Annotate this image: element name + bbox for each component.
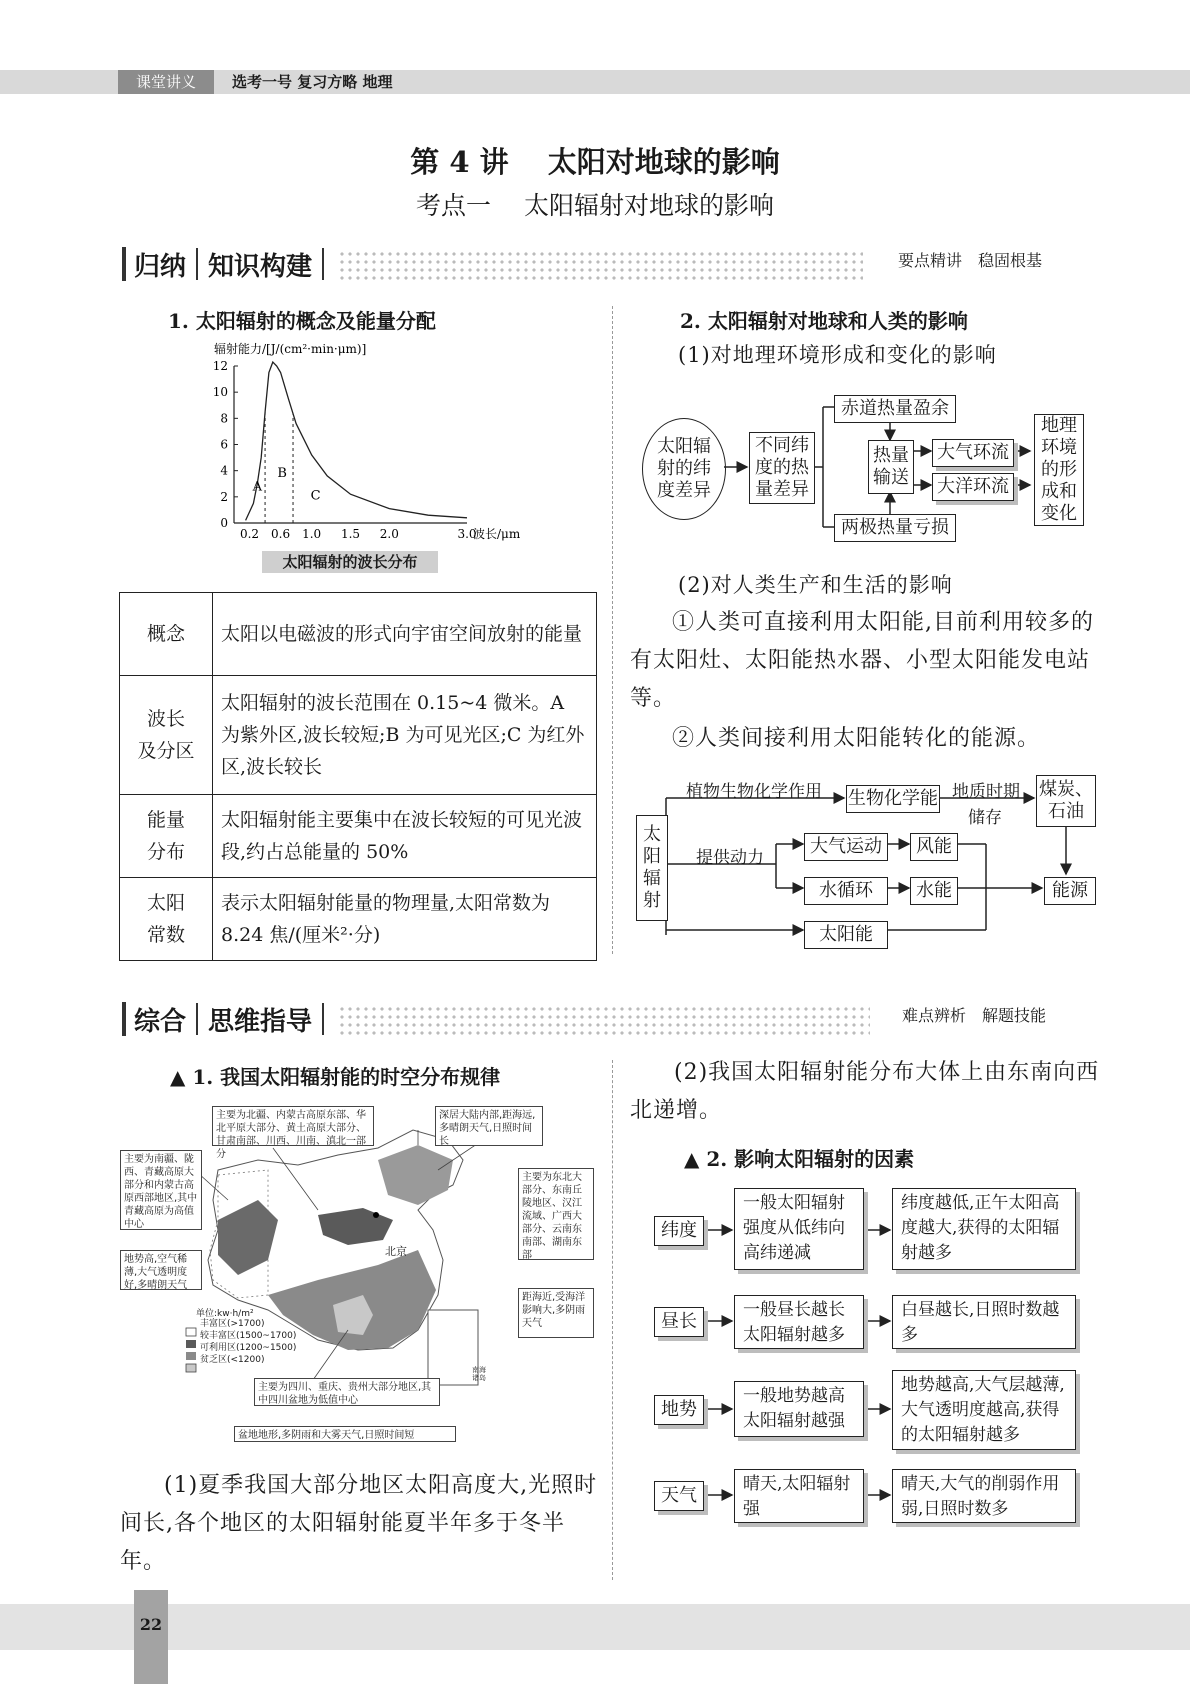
flow2-wind-energy: 风能 <box>910 833 958 861</box>
inset-label: 南海诸岛 <box>472 1366 486 1382</box>
table-key: 能量 分布 <box>120 795 213 878</box>
wavelength-chart <box>190 338 550 548</box>
flow2-coal-oil: 煤炭、 石油 <box>1036 775 1096 827</box>
page-subtitle: 考点一 太阳辐射对地球的影响 <box>416 191 774 220</box>
x-tick-label: 3.0 <box>457 527 477 541</box>
chart-caption: 太阳辐射的波长分布 <box>262 551 438 573</box>
map-note-rich-areas: 主要为北疆、内蒙古高原东部、华北平原大部分、黄土高原大部分、甘肃南部、川西、川南、滇北一部分 <box>212 1106 374 1146</box>
y-tick-label: 0 <box>220 516 228 530</box>
legend-item: 贫乏区(<1200) <box>200 1355 265 1365</box>
flow1-equator-surplus: 赤道热量盈余 <box>834 395 956 423</box>
factor-rule: 一般昼长越长太阳辐射越多 <box>734 1295 864 1349</box>
flow2-label-storage: 储存 <box>968 808 1002 828</box>
map-note-usable-areas: 主要为东北大部分、东南丘陵地区、汉江流域、广西大部分、云南东南部、湖南东部 <box>518 1168 594 1260</box>
part1-heading: 1. 太阳辐射的概念及能量分配 <box>168 309 436 333</box>
region-label: C <box>310 488 321 504</box>
region-label: B <box>277 466 287 482</box>
factor-weather: 天气 <box>654 1481 704 1511</box>
factor-rule: 一般地势越高太阳辐射越强 <box>734 1381 864 1437</box>
flow2-water-cycle: 水循环 <box>804 877 888 905</box>
section-divider <box>196 1003 198 1035</box>
legend-swatch <box>186 1364 196 1372</box>
flow1-pole-deficit: 两极热量亏损 <box>834 514 956 542</box>
section-divider <box>322 1003 324 1035</box>
legend-swatch <box>186 1340 196 1348</box>
page-title: 第 4 讲 太阳对地球的影响 <box>410 145 780 179</box>
section-tag: 要点精讲 稳固根基 <box>898 251 1043 270</box>
section-divider <box>196 248 198 280</box>
flow2-biochemical-energy: 生物化学能 <box>846 785 940 813</box>
part3-paragraph2: (2)我国太阳辐射能分布大体上由东南向西北递增。 <box>630 1060 1100 1123</box>
map-note-poor-reason: 盆地地形,多阴雨和大雾天气,日照时间短 <box>234 1426 456 1442</box>
flow1-heat-difference: 不同纬 度的热 量差异 <box>749 432 815 504</box>
part2-paragraph2: ②人类间接利用太阳能转化的能源。 <box>672 726 1041 751</box>
factor-rule: 晴天,太阳辐射强 <box>734 1469 864 1523</box>
factor-detail: 纬度越低,正午太阳高度越大,获得的太阳辐射越多 <box>892 1188 1076 1270</box>
section-label-left: 归纳 <box>134 251 187 282</box>
legend-item: 较丰富区(1500~1700) <box>200 1331 297 1341</box>
y-tick-label: 4 <box>220 463 228 478</box>
flow1-heat-transport: 热量 输送 <box>868 440 914 494</box>
map-note-poor-areas: 主要为四川、重庆、贵州大部分地区,其中四川盆地为低值中心 <box>254 1378 440 1406</box>
section-bar <box>122 1002 126 1036</box>
section-label-right: 知识构建 <box>208 251 313 282</box>
table-value: 太阳辐射能主要集中在波长较短的可见光波段,约占总能量的 50% <box>213 795 597 878</box>
column-divider <box>612 306 613 954</box>
part2-paragraph1: ①人类可直接利用太阳能,目前利用较多的有太阳灶、太阳能热水器、小型太阳能发电站等。 <box>630 610 1094 711</box>
x-tick-label: 1.5 <box>340 527 361 541</box>
x-tick-label: 2.0 <box>379 527 399 541</box>
table-row <box>120 878 597 961</box>
y-tick-label: 8 <box>220 411 228 426</box>
beijing-dot <box>373 1212 379 1218</box>
flow1-result: 地理 环境 的形 成和 变化 <box>1034 414 1084 526</box>
y-tick-label: 10 <box>212 385 228 400</box>
map-note-highest-reason: 地势高,空气稀薄,大气透明度好,多晴朗天气 <box>120 1250 202 1290</box>
map-note-usable-reason: 距海近,受海洋影响大,多阴雨天气 <box>518 1288 594 1338</box>
section-label-right: 思维指导 <box>208 1006 313 1037</box>
part4-heading: ▲ 2. 影响太阳辐射的因素 <box>684 1147 915 1171</box>
section-label-left: 综合 <box>134 1006 187 1037</box>
y-tick-label: 12 <box>212 359 228 373</box>
legend-swatch <box>186 1352 196 1360</box>
legend-item: 可利用区(1200~1500) <box>200 1343 297 1353</box>
section-bar <box>122 247 126 281</box>
factor-detail: 白昼越长,日照时数越多 <box>892 1295 1076 1349</box>
flow1-source: 太阳辐 射的纬 度差异 <box>642 418 726 520</box>
table-row <box>120 676 597 795</box>
section-header-synthesis <box>122 997 334 1041</box>
table-value: 表示太阳辐射能量的物理量,太阳常数为 8.24 焦/(厘米²·分) <box>213 878 597 961</box>
map-note-rich-reason: 深居大陆内部,距海远,多晴朗天气,日照时间长 <box>435 1106 543 1146</box>
part3-paragraph1: (1)夏季我国大部分地区太阳高度大,光照时间长,各个地区的太阳辐射能夏半年多于冬半年。 <box>120 1473 598 1574</box>
factor-day-length: 昼长 <box>654 1307 704 1337</box>
page-number: 22 <box>139 1615 163 1634</box>
table-key: 波长 及分区 <box>120 676 213 795</box>
footer-bar <box>0 1604 1190 1650</box>
table-key: 概念 <box>120 593 213 676</box>
flow2-energy: 能源 <box>1044 877 1096 905</box>
x-tick-label: 1.0 <box>302 527 322 541</box>
column-divider <box>612 1060 613 1580</box>
region-label: A <box>252 479 262 495</box>
chart-x-label: 波长/μm <box>473 527 521 541</box>
table-row <box>120 593 597 676</box>
legend-items <box>200 1318 296 1366</box>
flow1-ocean-circulation: 大洋环流 <box>932 473 1014 501</box>
y-tick-label: 2 <box>220 489 228 504</box>
chart-y-label: 辐射能力/[J/(cm²·min·μm)] <box>214 342 367 356</box>
flow2-label-geologic: 地质时期 <box>952 782 1020 802</box>
section-header-summary <box>122 242 334 286</box>
map-note-highest-areas: 主要为南疆、陇西、青藏高原大部分和内蒙古高原西部地区,其中青藏高原为高值中心 <box>120 1150 202 1230</box>
map-label-beijing: 北京 <box>385 1245 407 1258</box>
header-tab: 课堂讲义 <box>118 70 214 94</box>
table-row <box>120 795 597 878</box>
section-divider <box>322 248 324 280</box>
section-dots <box>338 1005 870 1035</box>
x-tick-label: 0.2 <box>239 527 260 541</box>
part2-heading: 2. 太阳辐射对地球和人类的影响 <box>680 309 968 333</box>
factor-latitude: 纬度 <box>654 1216 704 1246</box>
part3-heading: ▲ 1. 我国太阳辐射能的时空分布规律 <box>170 1065 501 1089</box>
solar-radiation-table <box>119 592 597 961</box>
legend-item: 丰富区(>1700) <box>200 1319 265 1329</box>
header-book-title: 选考一号 复习方略 地理 <box>232 73 393 91</box>
x-tick-label: 0.6 <box>271 527 291 541</box>
legend-title: 单位:kw·h/m² <box>196 1309 254 1319</box>
map-inset <box>428 1310 478 1385</box>
factor-elevation: 地势 <box>654 1395 704 1425</box>
section-dots <box>338 250 863 280</box>
flow2-atmospheric-motion: 大气运动 <box>804 833 888 861</box>
table-value: 太阳辐射的波长范围在 0.15~4 微米。A 为紫外区,波长较短;B 为可见光区;C 为红外区,波长较长 <box>213 676 597 795</box>
flow2-solar-energy: 太阳能 <box>804 921 888 949</box>
legend-swatch <box>186 1328 196 1336</box>
flow1-atmospheric-circulation: 大气环流 <box>932 439 1014 467</box>
part2-sub1: (1)对地理环境形成和变化的影响 <box>678 343 997 367</box>
factor-detail: 晴天,大气的削弱作用弱,日照时数多 <box>892 1469 1076 1523</box>
factor-detail: 地势越高,大气层越薄,大气透明度越高,获得的太阳辐射越多 <box>892 1370 1076 1450</box>
y-tick-label: 6 <box>220 437 228 452</box>
radiation-curve <box>246 362 467 520</box>
footer-tab <box>134 1590 168 1684</box>
flow2-label-bio: 植物生物化学作用 <box>686 782 822 802</box>
flow2-hydro-energy: 水能 <box>910 877 958 905</box>
section-tag: 难点辨析 解题技能 <box>902 1006 1047 1025</box>
factor-rule: 一般太阳辐射强度从低纬向高纬递减 <box>734 1188 864 1270</box>
flow2-source: 太 阳 辐 射 <box>636 815 668 921</box>
part2-sub2: (2)对人类生产和生活的影响 <box>678 573 953 597</box>
flow2-label-power: 提供动力 <box>696 848 764 868</box>
table-value: 太阳以电磁波的形式向宇宙空间放射的能量 <box>213 593 597 676</box>
table-key: 太阳 常数 <box>120 878 213 961</box>
